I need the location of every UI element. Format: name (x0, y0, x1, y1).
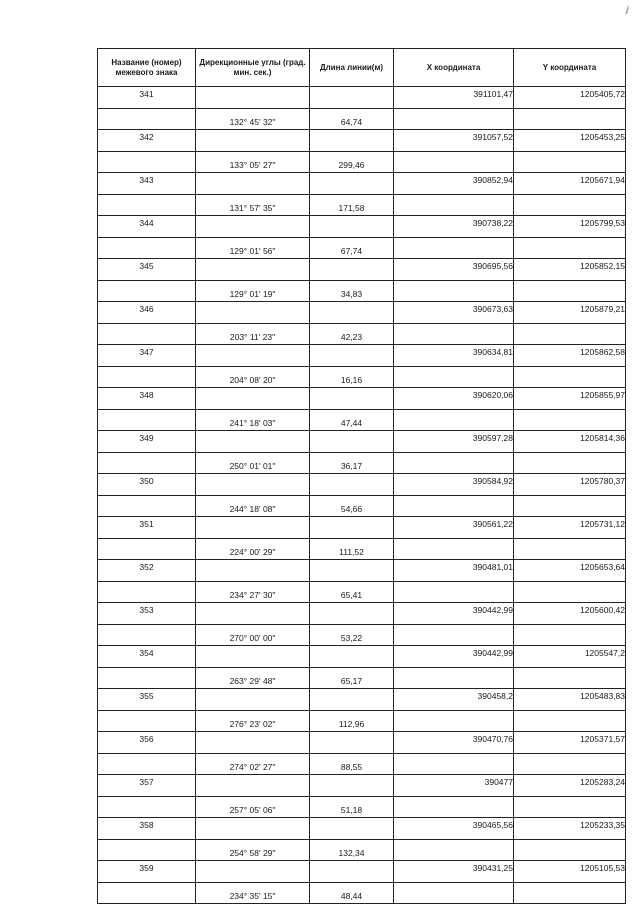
x-coordinate-cell (394, 194, 514, 216)
point-name-cell (98, 538, 196, 560)
point-name-cell: 359 (98, 861, 196, 883)
point-name-cell (98, 882, 196, 904)
direction-angle-cell (196, 130, 310, 152)
y-coordinate-cell (514, 280, 626, 302)
point-name-cell (98, 667, 196, 689)
direction-angle-cell: 241° 18' 03" (196, 409, 310, 431)
line-length-cell: 54,66 (310, 495, 394, 517)
direction-angle-cell (196, 861, 310, 883)
direction-angle-cell: 133° 05' 27" (196, 151, 310, 173)
y-coordinate-cell (514, 151, 626, 173)
point-name-cell (98, 237, 196, 259)
y-coordinate-cell (514, 108, 626, 130)
direction-angle-cell (196, 87, 310, 109)
x-coordinate-cell: 390695,56 (394, 259, 514, 281)
line-length-cell (310, 861, 394, 883)
line-length-cell: 53,22 (310, 624, 394, 646)
y-coordinate-cell: 1205731,12 (514, 517, 626, 539)
line-length-cell (310, 302, 394, 324)
point-row (98, 861, 626, 883)
segment-row (98, 452, 626, 474)
segment-row (98, 409, 626, 431)
direction-angle-cell: 254° 58' 29" (196, 839, 310, 861)
x-coordinate-cell (394, 452, 514, 474)
line-length-cell: 112,96 (310, 710, 394, 732)
direction-angle-cell (196, 775, 310, 797)
line-length-cell (310, 689, 394, 711)
direction-angle-cell: 132° 45' 32" (196, 108, 310, 130)
x-coordinate-cell (394, 839, 514, 861)
point-row (98, 173, 626, 195)
header-length: Длина линии(м) (310, 49, 394, 87)
segment-row (98, 237, 626, 259)
point-name-cell: 358 (98, 818, 196, 840)
header-name: Название (номер) межевого знака (98, 49, 196, 87)
line-length-cell (310, 345, 394, 367)
direction-angle-cell (196, 646, 310, 668)
point-name-cell (98, 796, 196, 818)
y-coordinate-cell: 1205371,57 (514, 732, 626, 754)
point-name-cell: 346 (98, 302, 196, 324)
direction-angle-cell: 129° 01' 56" (196, 237, 310, 259)
y-coordinate-cell (514, 495, 626, 517)
x-coordinate-cell (394, 366, 514, 388)
line-length-cell (310, 560, 394, 582)
table-body (98, 87, 626, 904)
y-coordinate-cell: 1205483,83 (514, 689, 626, 711)
point-name-cell (98, 839, 196, 861)
x-coordinate-cell (394, 237, 514, 259)
x-coordinate-cell: 390442,99 (394, 603, 514, 625)
x-coordinate-cell: 390481,01 (394, 560, 514, 582)
direction-angle-cell: 234° 27' 30" (196, 581, 310, 603)
y-coordinate-cell: 1205879,21 (514, 302, 626, 324)
x-coordinate-cell (394, 538, 514, 560)
line-length-cell (310, 259, 394, 281)
segment-row (98, 667, 626, 689)
point-name-cell: 353 (98, 603, 196, 625)
point-row (98, 517, 626, 539)
direction-angle-cell: 276° 23' 02" (196, 710, 310, 732)
header-row (98, 49, 626, 87)
point-row (98, 732, 626, 754)
line-length-cell: 47,44 (310, 409, 394, 431)
line-length-cell: 48,44 (310, 882, 394, 904)
segment-row (98, 753, 626, 775)
x-coordinate-cell (394, 108, 514, 130)
point-row (98, 818, 626, 840)
direction-angle-cell (196, 302, 310, 324)
y-coordinate-cell: 1205862,58 (514, 345, 626, 367)
line-length-cell (310, 130, 394, 152)
y-coordinate-cell: 1205283,24 (514, 775, 626, 797)
y-coordinate-cell (514, 452, 626, 474)
point-name-cell (98, 624, 196, 646)
y-coordinate-cell (514, 237, 626, 259)
line-length-cell (310, 603, 394, 625)
y-coordinate-cell (514, 882, 626, 904)
point-name-cell (98, 194, 196, 216)
x-coordinate-cell (394, 280, 514, 302)
line-length-cell (310, 216, 394, 238)
line-length-cell (310, 87, 394, 109)
x-coordinate-cell: 390477 (394, 775, 514, 797)
point-name-cell: 341 (98, 87, 196, 109)
point-name-cell: 354 (98, 646, 196, 668)
direction-angle-cell (196, 689, 310, 711)
line-length-cell: 42,23 (310, 323, 394, 345)
segment-row (98, 624, 626, 646)
point-name-cell: 350 (98, 474, 196, 496)
y-coordinate-cell (514, 538, 626, 560)
y-coordinate-cell (514, 753, 626, 775)
y-coordinate-cell (514, 667, 626, 689)
direction-angle-cell: 234° 35' 15" (196, 882, 310, 904)
point-row (98, 689, 626, 711)
y-coordinate-cell (514, 323, 626, 345)
x-coordinate-cell: 390620,06 (394, 388, 514, 410)
point-name-cell: 347 (98, 345, 196, 367)
direction-angle-cell: 270° 00' 00" (196, 624, 310, 646)
direction-angle-cell: 257° 05' 06" (196, 796, 310, 818)
point-row (98, 646, 626, 668)
y-coordinate-cell: 1205852,15 (514, 259, 626, 281)
direction-angle-cell: 203° 11' 23" (196, 323, 310, 345)
header-x: X координата (394, 49, 514, 87)
point-name-cell (98, 366, 196, 388)
line-length-cell (310, 775, 394, 797)
segment-row (98, 323, 626, 345)
x-coordinate-cell (394, 581, 514, 603)
y-coordinate-cell: 1205799,53 (514, 216, 626, 238)
line-length-cell: 132,34 (310, 839, 394, 861)
direction-angle-cell: 263° 29' 48" (196, 667, 310, 689)
point-row (98, 130, 626, 152)
x-coordinate-cell (394, 624, 514, 646)
y-coordinate-cell: 1205814,36 (514, 431, 626, 453)
point-row (98, 216, 626, 238)
point-name-cell (98, 151, 196, 173)
x-coordinate-cell (394, 753, 514, 775)
segment-row (98, 495, 626, 517)
boundary-coordinates-table (97, 48, 626, 904)
direction-angle-cell: 131° 57' 35" (196, 194, 310, 216)
line-length-cell (310, 818, 394, 840)
segment-row (98, 108, 626, 130)
line-length-cell: 65,17 (310, 667, 394, 689)
point-row (98, 345, 626, 367)
direction-angle-cell (196, 173, 310, 195)
point-name-cell (98, 710, 196, 732)
point-name-cell: 352 (98, 560, 196, 582)
point-name-cell: 344 (98, 216, 196, 238)
line-length-cell (310, 474, 394, 496)
direction-angle-cell: 250° 01' 01" (196, 452, 310, 474)
direction-angle-cell (196, 216, 310, 238)
x-coordinate-cell (394, 409, 514, 431)
segment-row (98, 194, 626, 216)
line-length-cell (310, 517, 394, 539)
x-coordinate-cell (394, 151, 514, 173)
point-name-cell: 349 (98, 431, 196, 453)
point-name-cell (98, 495, 196, 517)
direction-angle-cell (196, 517, 310, 539)
x-coordinate-cell (394, 667, 514, 689)
x-coordinate-cell: 390634,81 (394, 345, 514, 367)
point-row (98, 259, 626, 281)
y-coordinate-cell (514, 839, 626, 861)
direction-angle-cell (196, 474, 310, 496)
line-length-cell: 64,74 (310, 108, 394, 130)
line-length-cell: 111,52 (310, 538, 394, 560)
y-coordinate-cell (514, 409, 626, 431)
direction-angle-cell (196, 259, 310, 281)
x-coordinate-cell: 390458,2 (394, 689, 514, 711)
point-name-cell: 348 (98, 388, 196, 410)
line-length-cell: 34,83 (310, 280, 394, 302)
segment-row (98, 839, 626, 861)
y-coordinate-cell (514, 624, 626, 646)
point-name-cell (98, 280, 196, 302)
line-length-cell: 16,16 (310, 366, 394, 388)
line-length-cell: 36,17 (310, 452, 394, 474)
x-coordinate-cell: 390673,63 (394, 302, 514, 324)
line-length-cell: 171,58 (310, 194, 394, 216)
header-y: Y координата (514, 49, 626, 87)
y-coordinate-cell (514, 796, 626, 818)
line-length-cell: 67,74 (310, 237, 394, 259)
point-name-cell (98, 409, 196, 431)
x-coordinate-cell (394, 495, 514, 517)
point-row (98, 775, 626, 797)
line-length-cell (310, 388, 394, 410)
segment-row (98, 366, 626, 388)
y-coordinate-cell: 1205547,2 (514, 646, 626, 668)
point-name-cell: 355 (98, 689, 196, 711)
point-name-cell: 351 (98, 517, 196, 539)
direction-angle-cell: 274° 02' 27" (196, 753, 310, 775)
x-coordinate-cell: 391101,47 (394, 87, 514, 109)
point-name-cell: 357 (98, 775, 196, 797)
table-header (98, 49, 626, 87)
point-row (98, 474, 626, 496)
direction-angle-cell (196, 603, 310, 625)
direction-angle-cell: 204° 08' 20" (196, 366, 310, 388)
x-coordinate-cell: 390465,56 (394, 818, 514, 840)
x-coordinate-cell: 390852,94 (394, 173, 514, 195)
point-name-cell (98, 108, 196, 130)
segment-row (98, 796, 626, 818)
y-coordinate-cell: 1205105,53 (514, 861, 626, 883)
point-row (98, 388, 626, 410)
x-coordinate-cell: 390584,92 (394, 474, 514, 496)
point-name-cell: 345 (98, 259, 196, 281)
point-row (98, 560, 626, 582)
y-coordinate-cell: 1205855,97 (514, 388, 626, 410)
y-coordinate-cell (514, 366, 626, 388)
point-name-cell: 343 (98, 173, 196, 195)
point-row (98, 603, 626, 625)
line-length-cell (310, 732, 394, 754)
point-name-cell (98, 323, 196, 345)
direction-angle-cell: 224° 00' 29" (196, 538, 310, 560)
point-name-cell: 356 (98, 732, 196, 754)
y-coordinate-cell: 1205600,42 (514, 603, 626, 625)
x-coordinate-cell: 390561,22 (394, 517, 514, 539)
x-coordinate-cell: 390738,22 (394, 216, 514, 238)
y-coordinate-cell (514, 581, 626, 603)
line-length-cell (310, 173, 394, 195)
segment-row (98, 882, 626, 904)
x-coordinate-cell (394, 796, 514, 818)
line-length-cell: 88,55 (310, 753, 394, 775)
y-coordinate-cell: 1205653,64 (514, 560, 626, 582)
line-length-cell: 51,18 (310, 796, 394, 818)
point-name-cell (98, 452, 196, 474)
segment-row (98, 581, 626, 603)
direction-angle-cell (196, 560, 310, 582)
direction-angle-cell (196, 732, 310, 754)
point-name-cell (98, 581, 196, 603)
y-coordinate-cell (514, 710, 626, 732)
x-coordinate-cell (394, 710, 514, 732)
line-length-cell (310, 646, 394, 668)
line-length-cell (310, 431, 394, 453)
x-coordinate-cell: 390470,76 (394, 732, 514, 754)
segment-row (98, 280, 626, 302)
x-coordinate-cell: 390431,25 (394, 861, 514, 883)
y-coordinate-cell: 1205453,25 (514, 130, 626, 152)
x-coordinate-cell (394, 323, 514, 345)
point-row (98, 302, 626, 324)
x-coordinate-cell: 390597,28 (394, 431, 514, 453)
direction-angle-cell: 244° 18' 08" (196, 495, 310, 517)
segment-row (98, 151, 626, 173)
y-coordinate-cell: 1205405,72 (514, 87, 626, 109)
direction-angle-cell (196, 818, 310, 840)
y-coordinate-cell: 1205780,37 (514, 474, 626, 496)
direction-angle-cell (196, 431, 310, 453)
point-row (98, 87, 626, 109)
segment-row (98, 710, 626, 732)
point-name-cell (98, 753, 196, 775)
x-coordinate-cell: 391057,52 (394, 130, 514, 152)
point-row (98, 431, 626, 453)
direction-angle-cell (196, 345, 310, 367)
line-length-cell: 299,46 (310, 151, 394, 173)
point-name-cell: 342 (98, 130, 196, 152)
header-angle: Дирекционные углы (град. мин. сек.) (196, 49, 310, 87)
direction-angle-cell: 129° 01' 19" (196, 280, 310, 302)
y-coordinate-cell: 1205233,35 (514, 818, 626, 840)
page-number-mark: ⅉ (626, 5, 629, 14)
x-coordinate-cell: 390442,99 (394, 646, 514, 668)
y-coordinate-cell: 1205671,94 (514, 173, 626, 195)
line-length-cell: 65,41 (310, 581, 394, 603)
x-coordinate-cell (394, 882, 514, 904)
direction-angle-cell (196, 388, 310, 410)
y-coordinate-cell (514, 194, 626, 216)
segment-row (98, 538, 626, 560)
